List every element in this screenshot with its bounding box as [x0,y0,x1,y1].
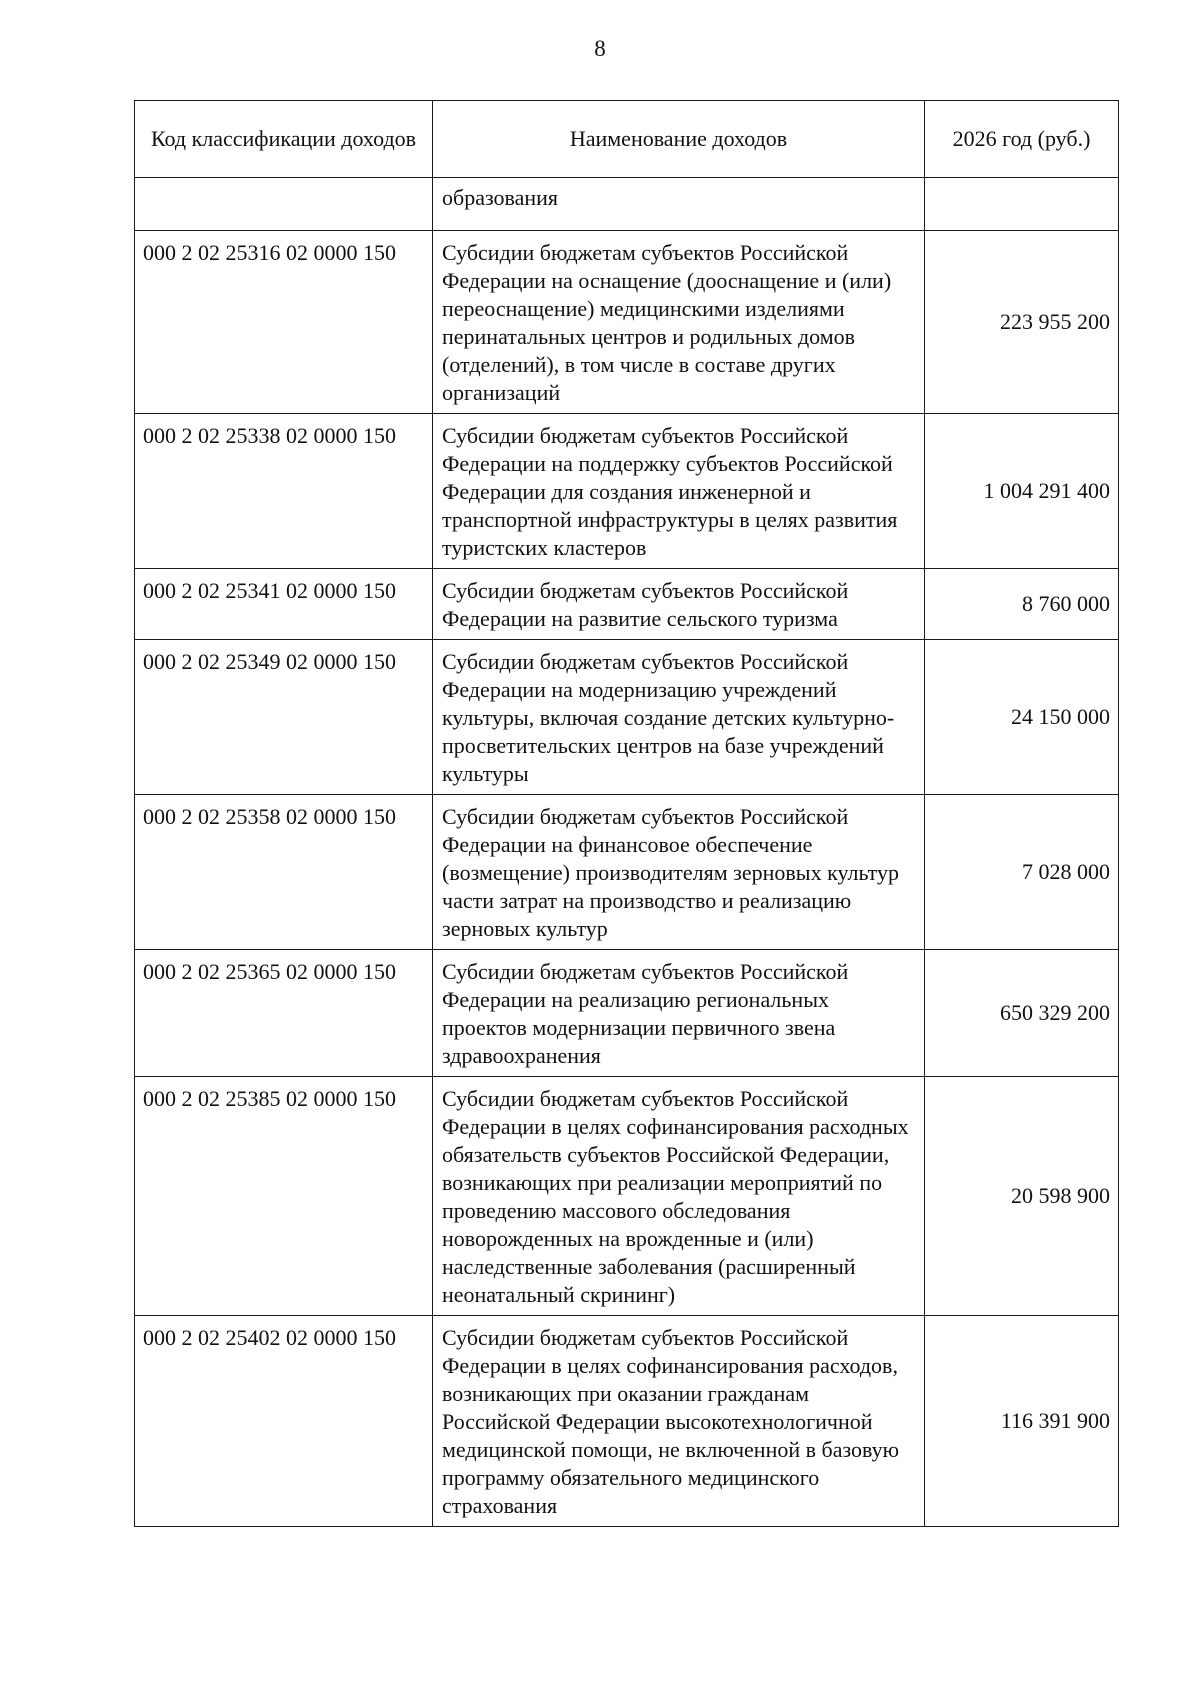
table-row [135,950,1119,1077]
income-name-cell: Субсидии бюджетам субъектов Российской Федерации в целях софинансирования расходов, возникающих при оказании гражданам Российской Федерации высокотехнологичной медицинской помощи, не включенной в базовую программу обязательного медицинского страхования [433,1316,925,1527]
continuation-row [135,178,1119,231]
header-name: Наименование доходов [433,101,925,178]
income-name-cell: Субсидии бюджетам субъектов Российской Федерации на оснащение (дооснащение и (или) переоснащение) медицинскими изделиями перинатальных центров и родильных домов (отделений), в том числе в составе других организаций [433,231,925,414]
income-name-cell: Субсидии бюджетам субъектов Российской Федерации на финансовое обеспечение (возмещение) производителям зерновых культур части затрат на производство и реализацию зерновых культур [433,795,925,950]
income-amount-cell: 116 391 900 [925,1316,1119,1527]
income-amount-cell: 24 150 000 [925,640,1119,795]
table-row [135,231,1119,414]
income-code-cell: 000 2 02 25338 02 0000 150 [135,414,433,569]
income-amount-cell: 1 004 291 400 [925,414,1119,569]
continuation-amount [925,178,1119,231]
continuation-name: образования [433,178,925,231]
table-row [135,1316,1119,1527]
income-code-cell: 000 2 02 25385 02 0000 150 [135,1077,433,1316]
income-amount-cell: 650 329 200 [925,950,1119,1077]
income-code-cell: 000 2 02 25341 02 0000 150 [135,569,433,640]
income-amount-cell: 7 028 000 [925,795,1119,950]
income-name-cell: Субсидии бюджетам субъектов Российской Федерации на развитие сельского туризма [433,569,925,640]
income-amount-cell: 20 598 900 [925,1077,1119,1316]
table-body [135,178,1119,1527]
income-amount-cell: 223 955 200 [925,231,1119,414]
table-row [135,569,1119,640]
income-code-cell: 000 2 02 25365 02 0000 150 [135,950,433,1077]
income-name-cell: Субсидии бюджетам субъектов Российской Федерации в целях софинансирования расходных обязательств субъектов Российской Федерации, возникающих при реализации мероприятий по проведению массового обследования новорожденных на врожденные и (или) наследственные заболевания (расширенный неонатальный скрининг) [433,1077,925,1316]
header-amount: 2026 год (руб.) [925,101,1119,178]
table-row [135,795,1119,950]
header-code: Код классификации доходов [135,101,433,178]
continuation-code [135,178,433,231]
income-code-cell: 000 2 02 25316 02 0000 150 [135,231,433,414]
table-header [135,101,1119,178]
page-number: 8 [594,36,606,61]
income-code-cell: 000 2 02 25349 02 0000 150 [135,640,433,795]
income-name-cell: Субсидии бюджетам субъектов Российской Федерации на реализацию региональных проектов модернизации первичного звена здравоохранения [433,950,925,1077]
income-table [134,100,1119,1527]
income-amount-cell: 8 760 000 [925,569,1119,640]
income-code-cell: 000 2 02 25358 02 0000 150 [135,795,433,950]
income-name-cell: Субсидии бюджетам субъектов Российской Федерации на поддержку субъектов Российской Федерации для создания инженерной и транспортной инфраструктуры в целях развития туристских кластеров [433,414,925,569]
income-name-cell: Субсидии бюджетам субъектов Российской Федерации на модернизацию учреждений культуры, включая создание детских культурно-просветительских центров на базе учреждений культуры [433,640,925,795]
table-row [135,1077,1119,1316]
table-row [135,640,1119,795]
table-row [135,414,1119,569]
income-code-cell: 000 2 02 25402 02 0000 150 [135,1316,433,1527]
